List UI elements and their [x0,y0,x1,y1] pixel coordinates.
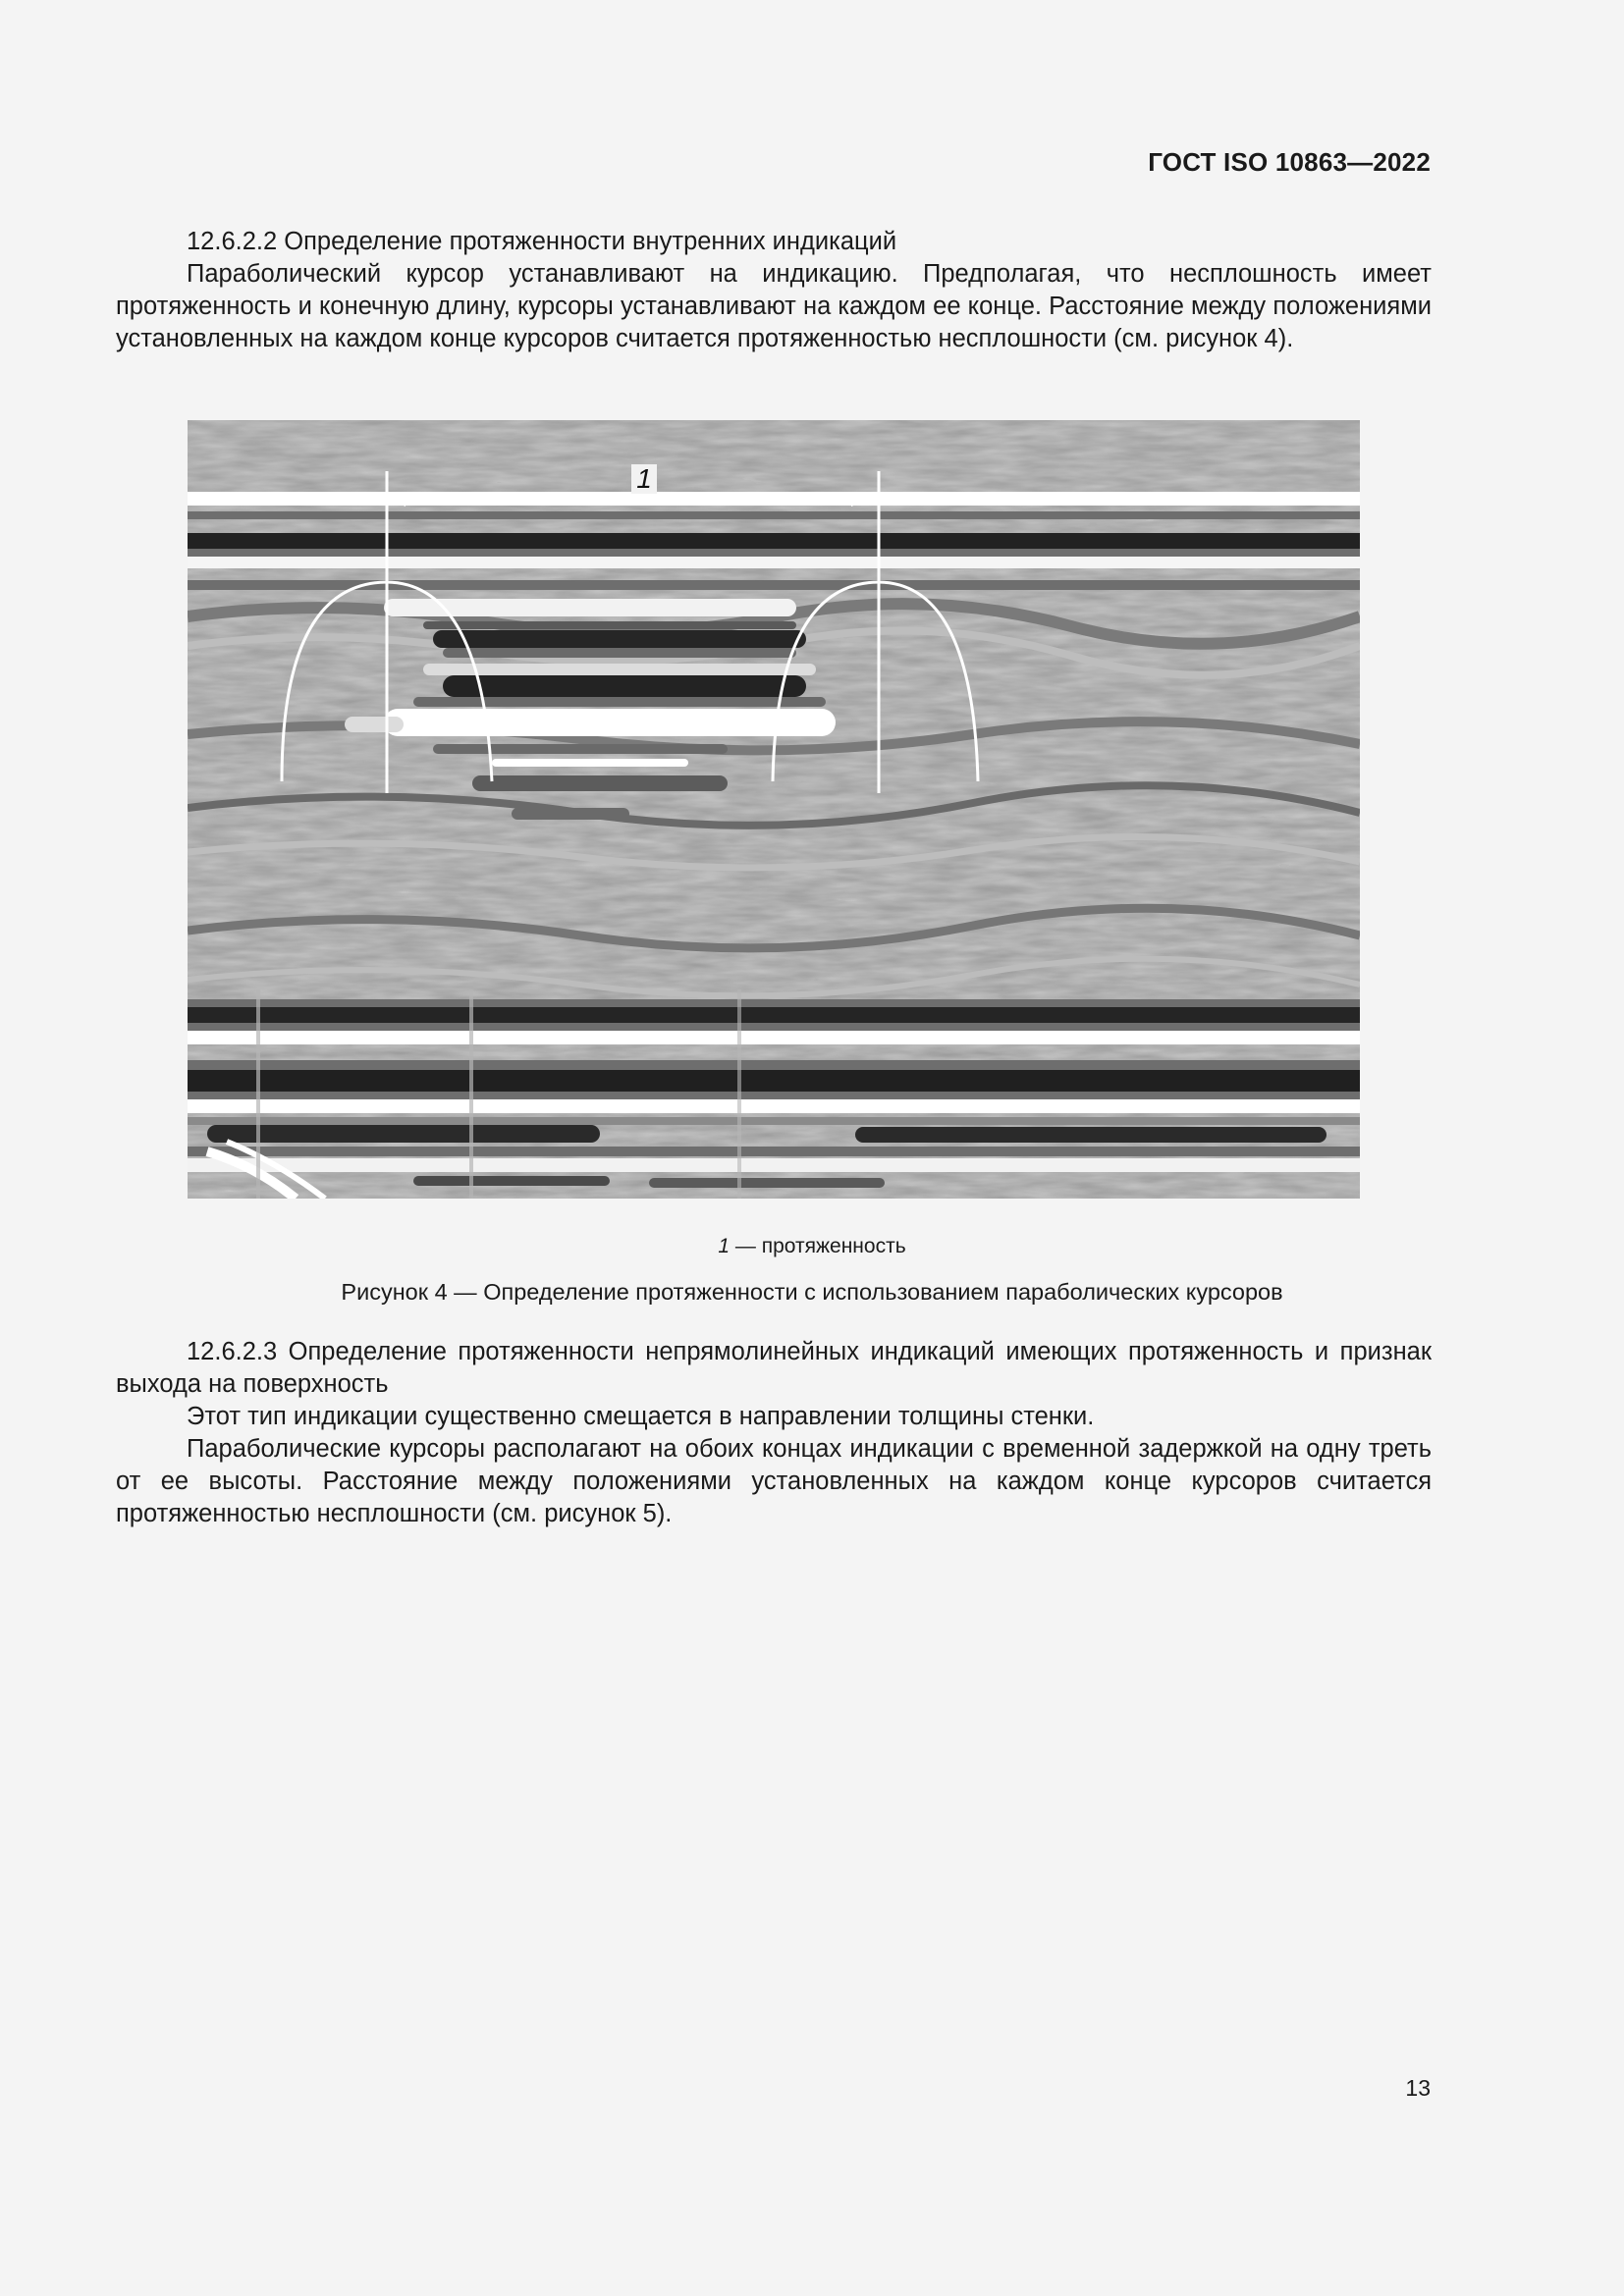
section-12-6-2-3 [116,1336,1432,1530]
figure-4-scan-image [188,420,1360,1199]
figure-legend [0,1235,1624,1258]
figure-caption: Рисунок 4 — Определение протяженности с использованием параболических курсоров [341,1279,1283,1305]
legend-number: 1 [718,1235,731,1257]
section-paragraph: Этот тип индикации существенно смещается в направлении толщины стенки. [187,1403,1095,1430]
section-heading: 12.6.2.3 Определение протяженности непрямолинейных индикаций имеющих протяженность и признак выхода на поверхность [116,1338,1432,1398]
section-heading: 12.6.2.2 Определение протяженности внутренних индикаций [187,228,897,255]
standard-header: ГОСТ ISO 10863—2022 [1148,147,1431,177]
page-number: 13 [1405,2075,1431,2101]
marker-1-label: 1 [636,463,652,494]
section-12-6-2-2 [116,226,1432,355]
section-paragraph: Параболические курсоры располагают на обоих концах индикации с временной задержкой на одну треть от ее высоты. Расстояние между положениями установленных на каждом конце курсоров считается протяженностью несплошности (см. рисунок 5). [116,1435,1432,1527]
section-paragraph: Параболический курсор устанавливают на индикацию. Предполагая, что несплошность имеет протяженность и конечную длину, курсоры устанавливают на каждом ее конце. Расстояние между положениями установленных на каждом конце курсоров считается протяженностью несплошности (см. рисунок 4). [116,260,1432,352]
legend-text: — протяженность [730,1235,906,1257]
